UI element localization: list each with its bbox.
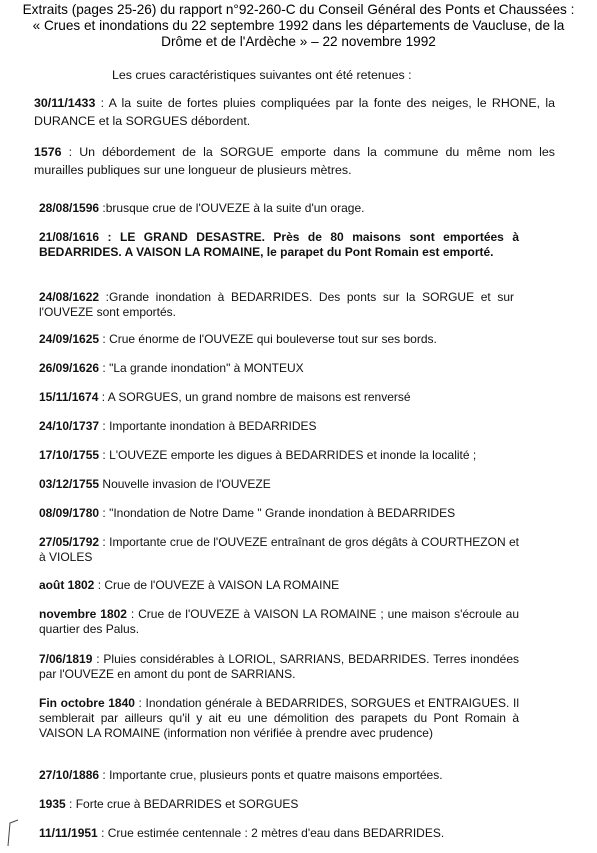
flood-entry [39, 230, 519, 260]
flood-entry [39, 768, 519, 783]
entry-text: : Importante crue, plusieurs ponts et quatre maisons emportées. [99, 768, 443, 782]
flood-entry [34, 94, 555, 130]
flood-entry [39, 652, 519, 682]
flood-entry [39, 332, 519, 347]
header-line-1: Extraits (pages 25-26) du rapport n°92-260-C du Conseil Général des Ponts et Chaussées : [22, 2, 575, 17]
entry-date: 27/05/1792 [39, 535, 100, 549]
entry-text: : "Inondation de Notre Dame " Grande inondation à BEDARRIDES [99, 506, 456, 520]
entry-date: 1935 [39, 797, 66, 811]
margin-mark [4, 818, 22, 848]
entry-date: Fin octobre 1840 [39, 696, 135, 710]
flood-entry [39, 419, 519, 434]
entry-text: : Crue de l'OUVEZE à VAISON LA ROMAINE ; une maison s'écroule au quartier des Palus. [39, 607, 519, 636]
entry-date: 28/08/1596 [39, 201, 100, 215]
flood-entry [39, 506, 519, 521]
header-line-3: Drôme et de l'Ardèche » – 22 novembre 1992 [161, 34, 436, 49]
entry-text: :brusque crue de l'OUVEZE à la suite d'un orage. [99, 201, 365, 215]
entry-date: 24/09/1625 [39, 332, 100, 346]
entry-text: : Forte crue à BEDARRIDES et SORGUES [65, 797, 299, 811]
entry-text: : Pluies considérables à LORIOL, SARRIANS, BEDARRIDES. Terres inondées par l'OUVEZE en amont du pont de SARRIANS. [39, 652, 519, 681]
entry-text: : L'OUVEZE emporte les digues à BEDARRIDES et inonde la localité ; [99, 448, 477, 462]
entry-text: :Grande inondation à BEDARRIDES. Des ponts sur la SORGUE et sur l'OUVEZE sont emportés. [39, 290, 514, 319]
flood-entry [39, 696, 519, 741]
entry-date: 27/10/1886 [39, 768, 100, 782]
flood-entry [39, 578, 519, 593]
entry-text: : Inondation générale à BEDARRIDES, SORGUES et ENTRAIGUES. Il semblerait par ailleurs qu'il y ait eu une démolition des parapets du Pont Romain à VAISON LA ROMAINE (information non vérifiée à prendre avec prudence) [39, 696, 519, 740]
entry-text: : Un débordement de la SORGUE emporte dans la commune du même nom les murailles publiques sur une longueur de plusieurs mètres. [34, 145, 555, 177]
entry-date: 1576 [34, 145, 62, 159]
entry-text: : Importante inondation à BEDARRIDES [99, 419, 317, 433]
flood-entry [39, 826, 519, 841]
entry-date: 03/12/1755 [39, 477, 100, 491]
entry-date: 11/11/1951 [39, 826, 98, 840]
entry-date: 24/10/1737 [39, 419, 100, 433]
entry-date: novembre 1802 [39, 607, 127, 621]
entry-date: 24/08/1622 [39, 290, 100, 304]
entry-text: : A la suite de fortes pluies compliquées par la fonte des neiges, le RHONE, la DURANCE et la SORGUES débordent. [34, 96, 555, 128]
entry-date: 26/09/1626 [39, 361, 100, 375]
document-header [4, 2, 593, 50]
flood-entry [39, 477, 519, 492]
flood-entry [34, 143, 555, 179]
flood-entry [39, 201, 519, 216]
flood-entry [39, 361, 519, 376]
entry-date: 15/11/1674 [39, 390, 99, 404]
flood-entry [39, 535, 519, 565]
flood-entry [39, 448, 519, 463]
entry-text: : Importante crue de l'OUVEZE entraînant de gros dégâts à COURTHEZON et à VIOLES [39, 535, 519, 564]
entry-text: : A SORGUES, un grand nombre de maisons est renversé [98, 390, 411, 404]
entry-date: 21/08/1616 [39, 230, 100, 244]
entry-date: 17/10/1755 [39, 448, 100, 462]
entry-text: : Crue estimée centennale : 2 mètres d'eau dans BEDARRIDES. [97, 826, 445, 840]
entry-text: Nouvelle invasion de l'OUVEZE [99, 477, 271, 491]
header-line-2: « Crues et inondations du 22 septembre 1992 dans les départements de Vaucluse, de la [32, 18, 565, 33]
entry-date: 08/09/1780 [39, 506, 100, 520]
entry-text: : LE GRAND DESASTRE. Près de 80 maisons sont emportées à BEDARRIDES. A VAISON LA ROMAINE, le parapet du Pont Romain est emporté. [39, 230, 519, 259]
intro-text: Les crues caractéristiques suivantes ont été retenues : [112, 68, 412, 82]
flood-entry [39, 607, 519, 637]
entry-text: : Crue de l'OUVEZE à VAISON LA ROMAINE [94, 578, 340, 592]
flood-entry [39, 390, 519, 405]
entry-text: : "La grande inondation" à MONTEUX [99, 361, 304, 375]
flood-entry [39, 290, 514, 320]
entry-date: 30/11/1433 [34, 96, 96, 110]
entry-date: 7/06/1819 [39, 652, 93, 666]
entry-date: août 1802 [39, 578, 95, 592]
flood-entry [39, 797, 519, 812]
entry-text: : Crue énorme de l'OUVEZE qui bouleverse tout sur ses bords. [99, 332, 437, 346]
